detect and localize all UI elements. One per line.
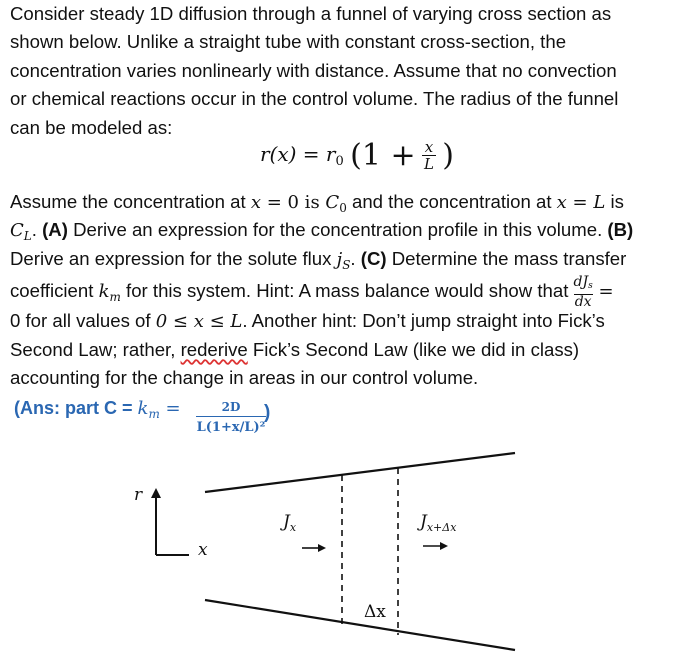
text-line-3: concentration varies nonlinearly with distance. Assume that no convection [10,59,617,81]
djs-dx-fraction: $\frac{dJ_s}{dx}$ [573,273,593,310]
x-axis-label: x [198,540,208,560]
text-line-5: can be modeled as: [10,116,173,138]
radius-equation: $r(x) = r_0$ (1 + $\frac{x}{L}$ ) [260,138,454,173]
text-line-11: Second Law; rather, rederive Fick’s Second Law (like we did in class) [10,338,580,360]
answer-close-paren: ) [264,402,271,423]
text-line-1: Consider steady 1D diffusion through a funnel of varying cross section as [10,3,612,24]
jx-dx-label: $J_{x+\Delta x}$ [420,512,457,534]
text-line-4: or chemical reactions occur in the control volume. The radius of the funnel [10,88,619,110]
text-line-6: Assume the concentration at x = 0 is $C_0$ and the concentration at x = L is [10,190,624,215]
jx-dx-arrowhead [440,542,448,550]
dx-label: Δx [364,602,386,622]
text-line-8: Derive an expression for the solute flux $j_S$. (C) Determine the mass transfer [10,247,627,272]
funnel-bottom-wall [205,600,515,650]
text-line-7: $C_L$. (A) Derive an expression for the concentration profile in this volume. (B) [10,219,634,244]
r-axis-arrowhead [151,488,161,498]
text-line-10: 0 for all values of 0 ≤ x ≤ L. Another hint: Don’t jump straight into Fick’s [10,310,605,333]
jx-label: $J_x$ [283,512,297,534]
text-line-12: accounting for the change in areas in our control volume. [10,366,479,388]
answer-line: (Ans: part $C = k_m$ = [14,398,181,421]
r-axis-label: r [134,485,143,505]
jx-arrowhead [318,544,326,552]
answer-fraction: $\frac{2D}{\text{L(1+x/L)²}}$ [196,400,266,435]
text-line-9: coefficient $k_m$ for this system. Hint: A mass balance would show that $\frac{dJ_s}{dx}$ = [10,273,614,310]
text-line-2: shown below. Unlike a straight tube with constant cross-section, the [10,31,567,53]
funnel-top-wall [205,453,515,492]
spellcheck-word: rederive [180,338,248,360]
x-over-l-fraction: $\frac{x}{L}$ [423,138,434,173]
